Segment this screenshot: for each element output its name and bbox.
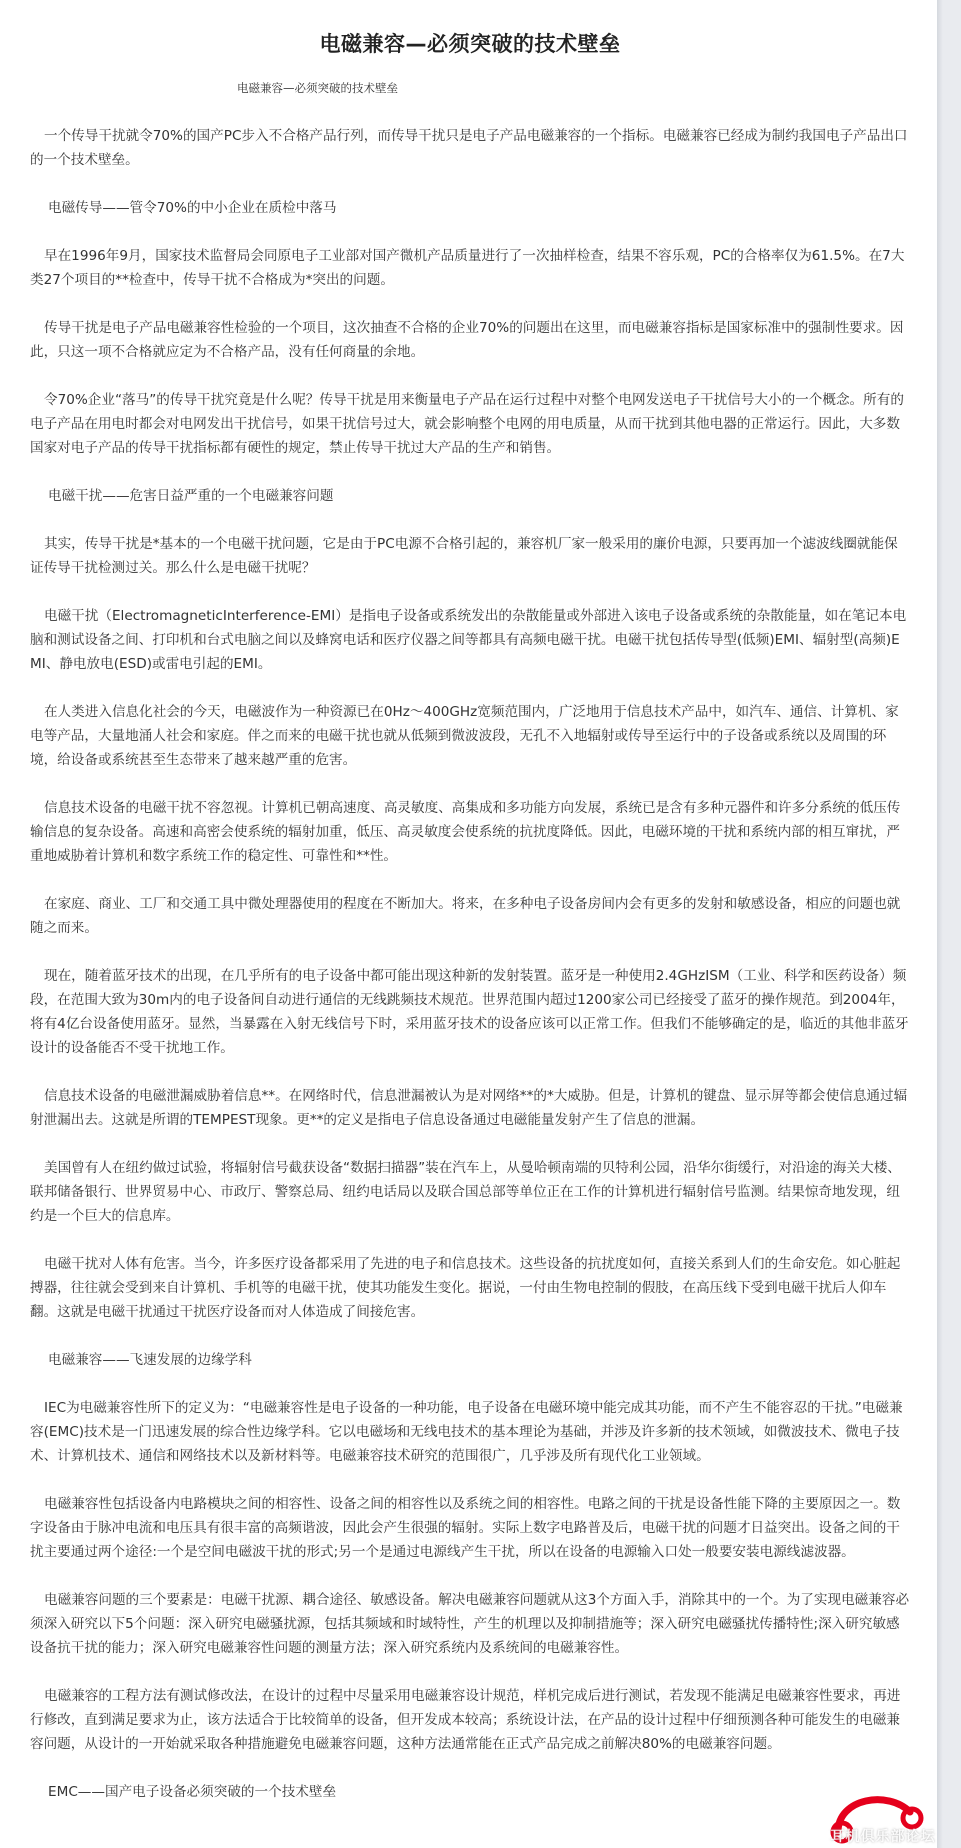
- article-title: 电磁兼容—必须突破的技术壁垒: [319, 32, 621, 56]
- paragraph: 信息技术设备的电磁泄漏威胁着信息**。在网络时代，信息泄漏被认为是对网络**的*大威胁。但是，计算机的键盘、显示屏等都会使信息通过辐射泄漏出去。这就是所谓的TEMPEST现象。更**的定义是指电子信息设备通过电磁能量发射产生了信息的泄漏。: [30, 1088, 908, 1128]
- window-right-edge: [937, 0, 961, 1848]
- section-heading: 电磁干扰——危害日益严重的一个电磁兼容问题: [48, 488, 334, 504]
- article-subtitle: 电磁兼容—必须突破的技术壁垒: [237, 81, 398, 95]
- forum-watermark-text: 耳机俱乐部论坛: [830, 1829, 936, 1845]
- paragraph: 令70%企业“落马”的传导干扰究竟是什么呢？传导干扰是用来衡量电子产品在运行过程中对整个电网发送电子干扰信号大小的一个概念。所有的电子产品在用电时都会对电网发出干扰信号，如果干扰信号过大，就会影响整个电网的用电质量，从而干扰到其他电器的正常运行。因此，大多数国家对电子产品的传导干扰指标都有硬性的规定，禁止传导干扰过大产品的生产和销售。: [30, 392, 904, 456]
- article-body: [30, 124, 910, 1804]
- paragraph: 在人类进入信息化社会的今天，电磁波作为一种资源已在0Hz～400GHz宽频范围内，广泛地用于信息技术产品中，如汽车、通信、计算机、家电等产品，大量地涌人社会和家庭。伴之而来的电磁干扰也就从低频到微波波段，无孔不入地辐射或传导至运行中的子设备或系统以及周围的环境，给设备或系统甚至生态带来了越来越严重的危害。: [30, 704, 899, 768]
- paragraph: 美国曾有人在纽约做过试验，将辐射信号截获设备“数据扫描器”装在汽车上，从曼哈顿南端的贝特利公园，沿华尔街缓行，对沿途的海关大楼、联邦储备银行、世界贸易中心、市政厅、警察总局、纽约电话局以及联合国总部等单位正在工作的计算机进行辐射信号监测。结果惊奇地发现，纽约是一个巨大的信息库。: [30, 1160, 901, 1224]
- paragraph: 传导干扰是电子产品电磁兼容性检验的一个项目，这次抽查不合格的企业70%的问题出在这里，而电磁兼容指标是国家标准中的强制性要求。因此，只这一项不合格就应定为不合格产品，没有任何商量的余地。: [30, 320, 904, 360]
- paragraph: 电磁干扰对人体有危害。当今，许多医疗设备都采用了先进的电子和信息技术。这些设备的抗扰度如何，直接关系到人们的生命安危。如心脏起搏器，往往就会受到来自计算机、手机等的电磁干扰，使其功能发生变化。据说，一付由生物电控制的假肢，在高压线下受到电磁干扰后人仰车翻。这就是电磁干扰通过干扰医疗设备而对人体造成了间接危害。: [30, 1256, 901, 1320]
- paragraph: 现在，随着蓝牙技术的出现，在几乎所有的电子设备中都可能出现这种新的发射装置。蓝牙是一种使用2.4GHzISM（工业、科学和医药设备）频段，在范围大致为30m内的电子设备间自动进行通信的无线跳频技术规范。世界范围内超过1200家公司已经接受了蓝牙的操作规范。到2004年，将有4亿台设备使用蓝牙。显然，当暴露在入射无线信号下时，采用蓝牙技术的设备应该可以正常工作。但我们不能够确定的是，临近的其他非蓝牙设计的设备能否不受干扰地工作。: [30, 968, 909, 1056]
- paragraph: 其实，传导干扰是*基本的一个电磁干扰问题，它是由于PC电源不合格引起的，兼容机厂家一般采用的廉价电源，只要再加一个滤波线圈就能保证传导干扰检测过关。那么什么是电磁干扰呢？: [30, 536, 898, 576]
- section-heading: 电磁兼容——飞速发展的边缘学科: [48, 1352, 252, 1368]
- paragraph: 信息技术设备的电磁干扰不容忽视。计算机已朝高速度、高灵敏度、高集成和多功能方向发展，系统已是含有多种元器件和许多分系统的低压传输信息的复杂设备。高速和高密会使系统的辐射加重，低压、高灵敏度会使系统的抗扰度降低。因此，电磁环境的干扰和系统内部的相互窜扰，严重地威胁着计算机和数字系统工作的稳定性、可靠性和**性。: [30, 800, 901, 864]
- paragraph: IEC为电磁兼容性所下的定义为：“电磁兼容性是电子设备的一种功能，电子设备在电磁环境中能完成其功能，而不产生不能容忍的干扰。”电磁兼容(EMC)技术是一门迅速发展的综合性边缘学科。它以电磁场和无线电技术的基本理论为基础，并涉及许多新的技术领域，如微波技术、微电子技术、计算机技术、通信和网络技术以及新材料等。电磁兼容技术研究的范围很广，几乎涉及所有现代化工业领域。: [30, 1400, 903, 1464]
- paragraph: 早在1996年9月，国家技术监督局会同原电子工业部对国产微机产品质量进行了一次抽样检查，结果不容乐观，PC的合格率仅为61.5%。在7大类27个项目的**检查中，传导干扰不合格成为*突出的问题。: [30, 248, 905, 288]
- paragraph: 在家庭、商业、工厂和交通工具中微处理器使用的程度在不断加大。将来，在多种电子设备房间内会有更多的发射和敏感设备，相应的问题也就随之而来。: [30, 896, 901, 936]
- paragraph: 电磁兼容性包括设备内电路模块之间的相容性、设备之间的相容性以及系统之间的相容性。电路之间的干扰是设备性能下降的主要原因之一。数字设备由于脉冲电流和电压具有很丰富的高频谐波，因此会产生很强的辐射。实际上数字电路普及后，电磁干扰的问题才日益突出。设备之间的干扰主要通过两个途径:一个是空间电磁波干扰的形式;另一个是通过电源线产生干扰，所以在设备的电源输入口处一般要安装电源线滤波器。: [30, 1496, 901, 1560]
- paragraph: 电磁兼容问题的三个要素是：电磁干扰源、耦合途径、敏感设备。解决电磁兼容问题就从这3个方面入手，消除其中的一个。为了实现电磁兼容必须深入研究以下5个问题：深入研究电磁骚扰源，包括其频域和时域特性，产生的机理以及抑制措施等；深入研究电磁骚扰传播特性;深入研究敏感设备抗干扰的能力；深入研究电磁兼容性问题的测量方法；深入研究系统内及系统间的电磁兼容性。: [30, 1592, 910, 1656]
- paragraph: 电磁干扰（ElectromagneticInterference-EMI）是指电子设备或系统发出的杂散能量或外部进入该电子设备或系统的杂散能量，如在笔记本电脑和测试设备之间、打印机和台式电脑之间以及蜂窝电话和医疗仪器之间等都具有高频电磁干扰。电磁干扰包括传导型(低频)EMI、辐射型(高频)EMI、静电放电(ESD)或雷电引起的EMI。: [30, 608, 907, 672]
- section-heading: EMC——国产电子设备必须突破的一个技术壁垒: [48, 1784, 337, 1800]
- paragraph: 一个传导干扰就令70%的国产PC步入不合格产品行列，而传导干扰只是电子产品电磁兼容的一个指标。电磁兼容已经成为制约我国电子产品出口的一个技术壁垒。: [30, 128, 908, 168]
- article: [30, 0, 910, 1848]
- section-heading: 电磁传导——管令70%的中小企业在质检中落马: [48, 200, 337, 216]
- paragraph: 电磁兼容的工程方法有测试修改法，在设计的过程中尽量采用电磁兼容设计规范，样机完成后进行测试，若发现不能满足电磁兼容性要求，再进行修改，直到满足要求为止，该方法适合于比较简单的设备，但开发成本较高；系统设计法，在产品的设计过程中仔细预测各种可能发生的电磁兼容问题，从设计的一开始就采取各种措施避免电磁兼容问题，这种方法通常能在正式产品完成之前解决80%的电磁兼容问题。: [30, 1688, 901, 1752]
